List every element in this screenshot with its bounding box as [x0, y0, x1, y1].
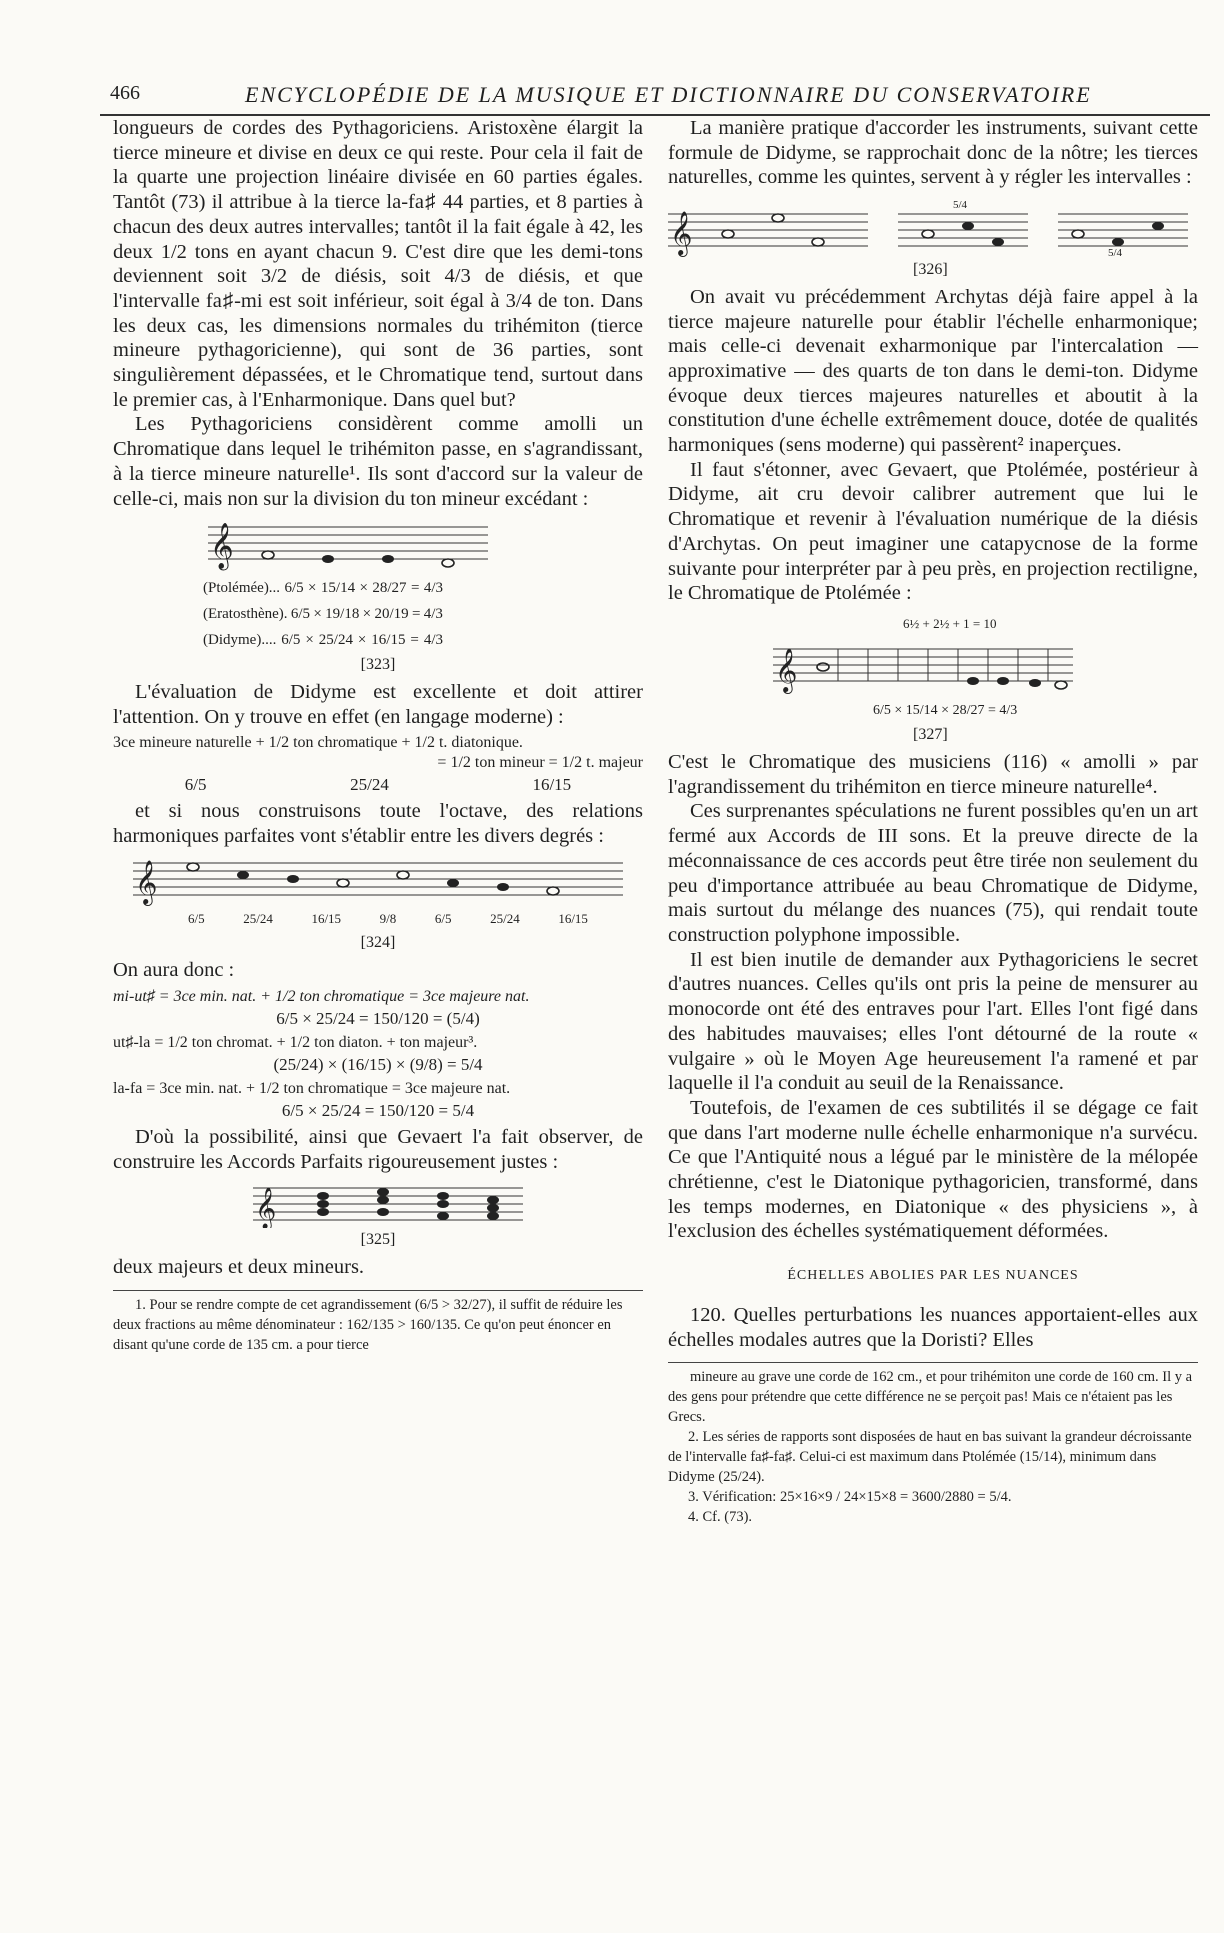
paragraph: longueurs de cordes des Pythagoriciens. Aristoxène élargit la tierce mineure et divise en deux ce qui reste. Pour cela il fait de la quarte une projection linéaire divisée en 60 parties égales. Tantôt (73) il attribue à la tierce la-fa♯ 44 parties, et 8 parties à chacun des deux autres intervalles; tantôt il la fait égale à 42, les deux 1/2 tons en ayant chacun 9. C'est dire que les demi-tons deviennent soit 3/2 de diésis, soit 4/3 de diésis, et que l'intervalle fa♯-mi est soit inférieur, soit égal à 3/4 de ton. Dans les deux cas, les dimensions normales du trihémiton (tierce mineure pythagoricienne), qui sont de 36 parties, sont singulièrement dépassées, et le Chromatique tend, surtout dans le premier cas, à l'Enharmonique. Dans quel but?: [113, 117, 643, 411]
left-column: [113, 116, 643, 1355]
ratio-row: (Didyme).... 6/5 × 25/24 × 16/15 = 4/3: [203, 632, 443, 649]
ratio: 16/15: [558, 910, 588, 926]
ratio: 25/24: [243, 910, 273, 926]
footnote-1: 1. Pour se rendre compte de cet agrandissement (6/5 > 32/27), il suffit de réduire les deux fractions au même dénominateur : 162/135 > 160/135. Ce qu'on peut énoncer en disant qu'une corde de 135 cm. a pour tierce: [113, 1296, 623, 1353]
figure-label: 6½ + 2½ + 1 = 10: [903, 615, 997, 631]
paragraph: Il faut s'étonner, avec Gevaert, que Ptolémée, postérieur à Didyme, ait cru devoir calibrer autrement que lui le Chromatique et revenir à l'évaluation numérique de la diésis d'Archytas. On peut imaginer une catapycnose de la forme suivante pour interpréter par à peu près, en projection rectiligne, le Chromatique de Ptolémée :: [668, 458, 1198, 605]
svg-text:𝄞: 𝄞: [670, 213, 693, 256]
equation: mi-ut♯ = 3ce min. nat. + 1/2 ton chromatique = 3ce majeure nat. 6/5 × 25/24 = 150/120 = (5/4): [113, 987, 530, 1028]
ratio: 16/15: [311, 910, 342, 926]
staff-327: [773, 637, 1083, 699]
staff-324: [133, 855, 633, 907]
figure-327: [668, 612, 1198, 748]
figure-caption: [324]: [360, 934, 396, 952]
ratio-row: (Eratosthène). 6/5 × 19/18 × 20/19 = 4/3: [203, 606, 443, 623]
figure-325: [113, 1180, 643, 1253]
footnote-continuation: mineure au grave une corde de 162 cm., et pour trihémiton une corde de 160 cm. Il y a des gens pour prétendre que cette différence ne se perçoit pas! Mais ce n'étaient pas les Grecs.: [668, 1369, 1193, 1426]
paragraph: On avait vu précédemment Archytas déjà faire appel à la tierce majeure naturelle pour établir l'échelle enharmonique; mais celle-ci devenait exharmonique par l'intercalation — approximative — des quarts de ton dans le demi-ton. Didyme évoque deux tierces majeures naturelles et aboutit à la constitution d'une échelle extrêmement douce, dotée de qualités harmoniques (sens moderne) qui passèrent² inaperçues.: [668, 285, 1198, 457]
figure-caption: [326]: [913, 261, 948, 279]
paragraph: 120. Quelles perturbations les nuances apportaient-elles aux échelles modales autres que la Doristi? Elles: [668, 1303, 1198, 1351]
staff-325: [253, 1180, 533, 1228]
svg-text:𝄞: 𝄞: [775, 649, 798, 692]
ratio: 6/5: [434, 910, 452, 926]
interval-label: 5/4: [953, 199, 968, 212]
equation: la-fa = 3ce min. nat. + 1/2 ton chromatique = 3ce majeure nat. 6/5 × 25/24 = 150/120 = 5/4: [113, 1079, 511, 1120]
paragraph: Ces surprenantes spéculations ne furent possibles qu'en un art fermé aux Accords de III sons. Et la preuve directe de la méconnaissance de ces accords peut être tirée non seulement du peu d'importance attribuée au beau Chromatique de Didyme, mais surtout du mélange des nuances (75), qui rendait toute construction polyphone impossible.: [668, 800, 1198, 946]
figure-caption: [327]: [913, 726, 948, 744]
paragraph: L'évaluation de Didyme est excellente et doit attirer l'attention. On y trouve en effet (en langage moderne) :: [113, 680, 643, 728]
footnote-3: 3. Vérification: 25×16×9 / 24×15×8 = 3600/2880 = 5/4.: [688, 1489, 1012, 1506]
figure-326: [668, 196, 1198, 283]
ratio: 25/24: [490, 910, 520, 926]
figure-label: 6/5 × 15/14 × 28/27 = 4/3: [873, 702, 1018, 718]
staff-326: [668, 196, 1198, 258]
paragraph: C'est le Chromatique des musiciens (116) « amolli » par l'agrandissement du trihémiton en tierce mineure naturelle⁴.: [668, 751, 1198, 798]
footnote-2: 2. Les séries de rapports sont disposées de haut en bas suivant la grandeur décroissante de l'intervalle fa♯-fa♯. Celui-ci est maximum dans Ptolémée (15/14), minimum dans Didyme (25/24).: [668, 1429, 1192, 1486]
paragraph: Il est bien inutile de demander aux Pythagoriciens le secret d'autres nuances. Celles qu'ils ont pris la peine de mensurer au monocorde ont été des entraves pour l'art. Elles l'ont figé dans des habitudes mauvaises; elles l'ont détourné de la route « vulgaire » où le Moyen Age heureusement l'a ramené et par laquelle il l'a conduit au seuil de la Renaissance.: [668, 948, 1198, 1095]
paragraph: Les Pythagoriciens considèrent comme amolli un Chromatique dans lequel le trihémiton passe, en s'agrandissant, à la tierce mineure naturelle¹. Ils sont d'accord sur la valeur de celle-ci, mais non sur la division du ton mineur excédant :: [113, 413, 643, 510]
right-column: [668, 116, 1198, 1527]
ratio-row: (Ptolémée)... 6/5 × 15/14 × 28/27 = 4/3: [203, 580, 443, 597]
paragraph: La manière pratique d'accorder les instruments, suivant cette formule de Didyme, se rapprochait donc de la nôtre; les tierces naturelles, comme les quintes, servent à y régler les intervalles :: [668, 117, 1198, 189]
section-heading: ÉCHELLES ABOLIES PAR LES NUANCES: [787, 1268, 1079, 1284]
ratio: 9/8: [379, 910, 397, 926]
figure-324: [113, 855, 643, 956]
interval-label: 5/4: [1108, 247, 1123, 259]
figure-caption: [323]: [360, 656, 396, 674]
running-header: [100, 80, 1210, 116]
paragraph: D'où la possibilité, ainsi que Gevaert l'a fait observer, de construire les Accords Parfaits rigoureusement justes :: [113, 1125, 643, 1173]
figure-caption: [325]: [360, 1231, 396, 1249]
paragraph: Toutefois, de l'examen de ces subtilités il se dégage ce fait que dans l'art moderne nulle échelle enharmonique n'a survécu. Ce que l'Antiquité nous a légué par le ministère de la mélopée chrétienne, c'est le Diatonique pythagoricien, transformé, dans les temps modernes, en Diatonique « des physiciens », à l'exclusion des échelles systématiquement déformées.: [668, 1096, 1198, 1243]
staff-323: [208, 517, 508, 575]
running-title: ENCYCLOPÉDIE DE LA MUSIQUE ET DICTIONNAIRE DU CONSERVATOIRE: [245, 82, 1092, 107]
figure-323: [113, 517, 643, 678]
paragraph: On aura donc :: [113, 959, 235, 982]
equation: 3ce mineure naturelle + 1/2 ton chromatique + 1/2 t. diatonique. = 1/2 ton mineur = 1/2 t. majeur 6/5 25/24 16/15: [113, 734, 643, 795]
footnote-4: 4. Cf. (73).: [688, 1509, 753, 1526]
paragraph: et si nous construisons toute l'octave, des relations harmoniques parfaites vont s'établir entre les divers degrés :: [113, 800, 643, 848]
svg-text:𝄞: 𝄞: [135, 861, 158, 904]
paragraph: deux majeurs et deux mineurs.: [113, 1255, 365, 1278]
equation: ut♯-la = 1/2 ton chromat. + 1/2 ton diaton. + ton majeur³. (25/24) × (16/15) × (9/8) = 5/4: [113, 1033, 483, 1074]
page-number: 466: [110, 82, 140, 104]
svg-text:𝄞: 𝄞: [255, 1188, 277, 1229]
ratio: 6/5: [188, 910, 205, 926]
svg-text:𝄞: 𝄞: [210, 523, 234, 569]
